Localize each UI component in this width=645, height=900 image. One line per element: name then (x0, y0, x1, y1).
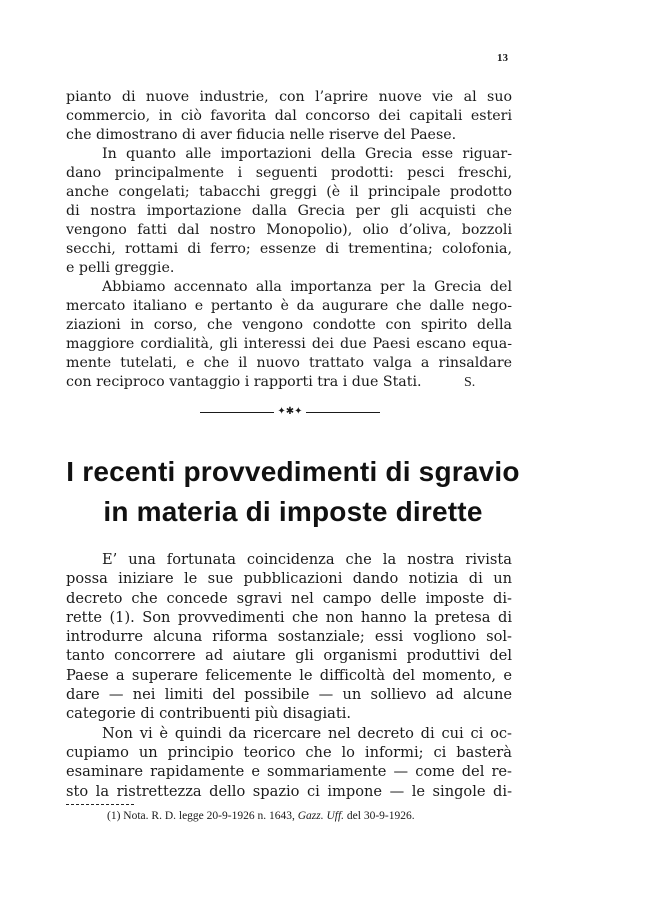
text-line: ziazioni in corso, che vengono condotte con spirito della (66, 317, 512, 333)
text-line: Non vi è quindi da ricercare nel decreto di cui ci oc- (102, 724, 512, 742)
footnote-marker: (1) (107, 810, 121, 822)
text-line: anche congelati; tabacchi greggi (è il principale prodotto (66, 184, 512, 200)
text-line: cupiamo un principio teorico che lo informi; ci basterà (66, 743, 512, 761)
text-line: introdurre alcuna riforma sostanziale; essi vogliono sol- (66, 628, 512, 646)
text-line: dano principalmente i seguenti prodotti: pesci freschi, (66, 165, 512, 181)
text-line: In quanto alle importazioni della Grecia esse riguar- (102, 146, 512, 162)
text-line: decreto che concede sgravi nel campo delle imposte di- (66, 589, 512, 607)
text-line: che dimostrano di aver fiducia nelle riserve del Paese. (66, 127, 457, 143)
footnote-text: Nota. R. D. legge 20-9-1926 n. 1643, (123, 810, 295, 822)
text-line: possa iniziare le sue pubblicazioni dando notizia di un (66, 570, 512, 588)
text-line: E’ una fortunata coincidenza che la nostra rivista (102, 551, 512, 568)
text-line: Paese a superare felicemente le difficoltà del momento, e (66, 666, 512, 684)
section-divider (200, 406, 380, 417)
footnote (107, 808, 415, 824)
footnote-separator (66, 804, 134, 805)
text-line: Abbiamo accennato alla importanza per la Grecia del (102, 279, 512, 295)
text-line: pianto di nuove industrie, con l’aprire nuove vie al suo (66, 89, 512, 105)
text-line: mente tutelati, e che il nuovo trattato valga a rinsaldare (66, 355, 512, 371)
text-line: dare — nei limiti del possibile — un sollievo ad alcune (66, 686, 512, 704)
author-signature: S. (464, 375, 476, 390)
text-line: secchi, rottami di ferro; essenze di trementina; colofonia, (66, 241, 512, 257)
text-line: tanto concorrere ad aiutare gli organismi produttivi del (66, 647, 512, 665)
text-line: e pelli greggie. (66, 260, 175, 276)
text-line: categorie di contribuenti più disagiati. (66, 705, 352, 723)
article-title-line-2: in materia di imposte dirette (103, 496, 483, 527)
divider-ornament-icon: ✦✱✦ (277, 406, 303, 417)
text-line: con reciproco vantaggio i rapporti tra i due Stati. (66, 374, 422, 390)
article-body (66, 550, 512, 801)
text-line: mercato italiano e pertanto è da augurare che dalle nego- (66, 298, 512, 314)
text-line: maggiore cordialità, gli interessi dei due Paesi escano equa- (66, 336, 512, 352)
text-line: sto la ristrettezza dello spazio ci impone — le singole di- (66, 782, 512, 800)
text-line: di nostra importazione dalla Grecia per gli acquisti che (66, 203, 512, 219)
text-line: commercio, in ciò favorita dal concorso dei capitali esteri (66, 108, 512, 124)
divider-rule-left (200, 412, 274, 413)
footnote-source: Gazz. Uff. (297, 810, 345, 822)
previous-article-body (66, 88, 512, 392)
article-title (60, 452, 526, 532)
footnote-date: del 30-9-1926. (346, 810, 415, 822)
text-line: rette (1). Son provvedimenti che non hanno la pretesa di (66, 608, 512, 626)
text-line: vengono fatti dal nostro Monopolio), olio d’oliva, bozzoli (66, 222, 512, 238)
divider-rule-right (306, 412, 380, 413)
article-title-line-1: I recenti provvedimenti di sgravio (66, 456, 520, 487)
text-line: esaminare rapidamente e sommariamente — come del re- (66, 763, 512, 781)
page-number: 13 (497, 52, 508, 64)
